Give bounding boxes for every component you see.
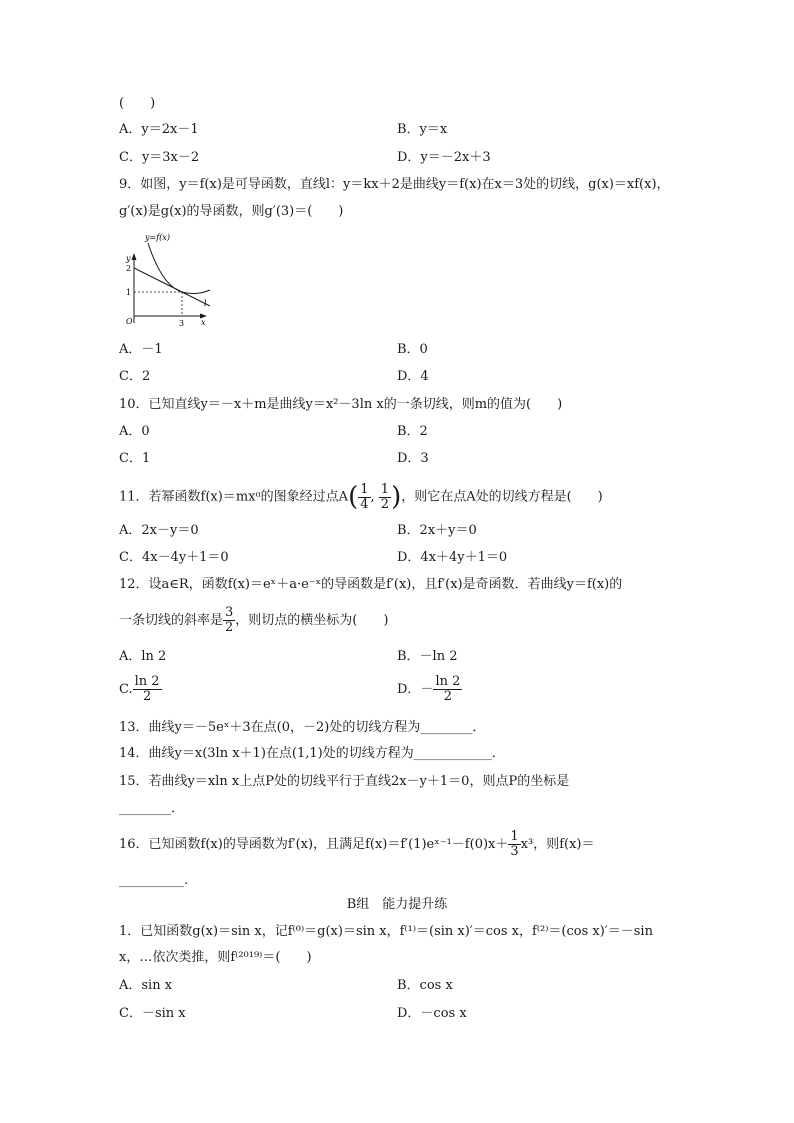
q11-point-x-num: 1: [360, 481, 369, 497]
q11-paren-open: (: [348, 482, 359, 512]
q11-point-y-den: 2: [380, 496, 390, 512]
y-axis-label: y: [126, 254, 131, 263]
q16-stem-line2: __________.: [119, 873, 189, 888]
q11-point-y: [379, 483, 391, 512]
q9-figure: [118, 228, 218, 330]
q8-option-a[interactable]: A．y＝2x－1: [119, 122, 199, 137]
q11-point-y-num: 1: [380, 481, 390, 497]
q16-frac-den: 3: [510, 844, 519, 859]
q11-paren-close: ): [391, 482, 402, 512]
y-tick-2: 2: [126, 264, 132, 273]
curve-label: y=f(x): [145, 233, 170, 242]
q9-stem-line2: g′(x)是g(x)的导函数，则g′(3)＝( ): [119, 204, 344, 219]
q11-stem-a: 11．若幂函数f(x)＝mxᵅ的图象经过点A: [119, 489, 349, 505]
q11-option-d[interactable]: D．4x＋4y＋1＝0: [397, 550, 508, 565]
q12-slope-den: 2: [225, 620, 234, 635]
q12-option-d-frac: [433, 675, 462, 704]
q12-option-c-num: ln 2: [134, 674, 160, 689]
q12-option-d-den: 2: [443, 689, 453, 704]
q10-option-d[interactable]: D．3: [397, 451, 429, 466]
q12-option-d-letter: D．－: [397, 682, 434, 697]
q11-point-x: [358, 483, 370, 512]
q11-point-x-den: 4: [360, 496, 369, 512]
q16-stem: [119, 828, 595, 862]
q12-slope: [223, 606, 235, 635]
q12-option-d-num: ln 2: [435, 674, 461, 689]
q11-stem-b: ，则它在点A处的切线方程是( ): [401, 489, 603, 505]
q9-option-b[interactable]: B．0: [397, 342, 428, 357]
origin-label: O: [126, 317, 133, 326]
q10-stem: 10．已知直线y＝－x＋m是曲线y＝x²－3ln x的一条切线，则m的值为( ): [119, 397, 563, 412]
q16-stem-a: 16．已知函数f(x)的导函数为f′(x)，且满足f(x)＝f′(1)eˣ⁻¹－f(0)x＋: [119, 837, 509, 852]
q12-slope-num: 3: [225, 605, 234, 620]
q12-stem-line1: 12．设a∈R，函数f(x)＝eˣ＋a·e⁻ˣ的导函数是f′(x)，且f′(x)是奇函数．若曲线y＝f(x)的: [119, 577, 623, 592]
q16-frac-num: 1: [510, 829, 519, 844]
b1-option-c[interactable]: C．－sin x: [119, 1006, 186, 1021]
line-label: l: [204, 299, 207, 308]
q12-option-c-frac: [133, 675, 162, 704]
q8-stem-end: ( ): [119, 96, 156, 111]
q14-stem: 14．曲线y＝x(3ln x＋1)在点(1,1)处的切线方程为____________．: [119, 746, 505, 761]
q15-stem-line2: ________．: [119, 801, 185, 816]
q12-stem-line2: [119, 604, 388, 638]
q13-stem: 13．曲线y＝－5eˣ＋3在点(0，－2)处的切线方程为________．: [119, 720, 486, 735]
q8-option-b[interactable]: B．y＝x: [397, 122, 448, 137]
y-axis-arrow: [132, 253, 137, 260]
q11-option-a[interactable]: A．2x－y＝0: [119, 523, 199, 538]
q16-frac: [508, 830, 520, 859]
q12-option-a[interactable]: A．ln 2: [119, 649, 167, 664]
q10-option-a[interactable]: A．0: [119, 424, 150, 439]
x-axis-label: x: [201, 318, 206, 327]
q10-option-b[interactable]: B．2: [397, 424, 428, 439]
q11-option-c[interactable]: C．4x－4y＋1＝0: [119, 550, 229, 565]
q8-option-d[interactable]: D．y＝－2x＋3: [397, 150, 491, 165]
x-tick-3: 3: [179, 319, 185, 328]
b1-option-b[interactable]: B．cos x: [397, 978, 453, 993]
q9-option-c[interactable]: C．2: [119, 369, 151, 384]
q12-stem-line2b: ，则切点的横坐标为( ): [235, 613, 389, 628]
b1-stem-line1: 1．已知函数g(x)＝sin x，记f⁽⁰⁾＝g(x)＝sin x，f⁽¹⁾＝(sin x)′＝cos x，f⁽²⁾＝(cos x)′＝－sin: [119, 924, 653, 939]
q8-option-c[interactable]: C．y＝3x－2: [119, 150, 200, 165]
b1-option-d[interactable]: D．－cos x: [397, 1006, 467, 1021]
b1-stem-line2: x，…依次类推，则f⁽²⁰¹⁹⁾＝( ): [119, 950, 312, 965]
b1-option-a[interactable]: A．sin x: [119, 978, 173, 993]
q9-option-d[interactable]: D．4: [397, 369, 429, 384]
q12-option-d[interactable]: [397, 673, 462, 707]
q9-stem-line1: 9．如图，y＝f(x)是可导函数，直线l：y＝kx＋2是曲线y＝f(x)在x＝3处的切线，g(x)＝xf(x)，: [119, 177, 670, 192]
section-b-heading: B组 能力提升练: [346, 897, 448, 912]
q9-option-a[interactable]: A．－1: [119, 342, 163, 357]
curve: [148, 243, 210, 294]
q12-stem-line2a: 一条切线的斜率是: [119, 613, 224, 628]
q10-option-c[interactable]: C．1: [119, 451, 151, 466]
q16-stem-b: x³，则f(x)＝: [520, 837, 595, 852]
q12-option-c-letter: C.: [119, 682, 133, 697]
q12-option-c-den: 2: [142, 689, 152, 704]
q12-option-b[interactable]: B．－ln 2: [397, 649, 458, 664]
q11-stem: 11．若幂函数f(x)＝mxᵅ的图象经过点A( $\frac{1}{4}$ , $\frac{1}{2}$ )，则它在点A处的切线方程是( ): [119, 481, 603, 512]
y-tick-1: 1: [126, 288, 132, 297]
q12-option-c[interactable]: [119, 673, 162, 707]
q15-stem-line1: 15．若曲线y＝xln x上点P处的切线平行于直线2x－y＋1＝0，则点P的坐标是: [119, 774, 570, 789]
q11-option-b[interactable]: B．2x＋y＝0: [397, 523, 477, 538]
